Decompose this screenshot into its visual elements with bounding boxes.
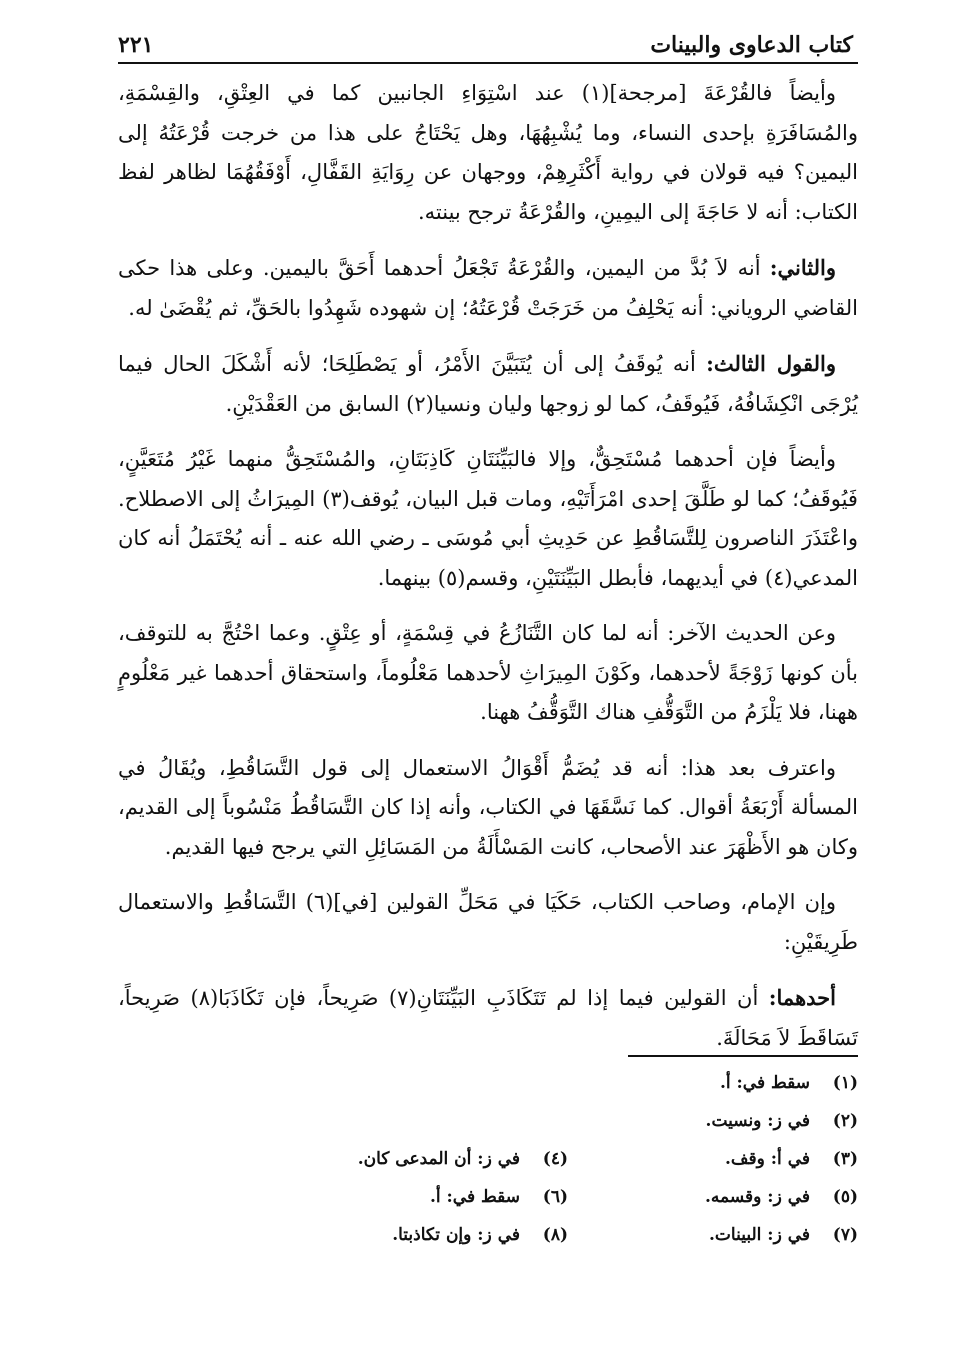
paragraph	[118, 614, 858, 733]
footnote-text: في أ: وقف.	[725, 1149, 810, 1169]
footnote-text: سقط في: أ.	[429, 1187, 520, 1207]
paragraph-text: وعن الحديث الآخر: أنه لما كان التَّنَازُعُ في قِسْمَةٍ، أو عِتْقٍ. وعما احْتُجَّ به للتوقف، بأن كونها زَوْجَةً لأحدهما، وكَوْنَ المِيرَاثِ لأحدهما مَعْلُوماً، واستحقاق أحدهما غير مَعْلُومٍ ههنا، فلا يَلْزَمُ من التَّوَقُّفِ هناك التَّوَقُّفُ ههنا.	[118, 621, 858, 724]
footnote	[568, 1140, 858, 1178]
footnote-number: (٨)	[542, 1225, 568, 1245]
footnote-number: (١)	[832, 1073, 858, 1093]
paragraph	[118, 883, 858, 962]
footnote-rule	[628, 1055, 858, 1057]
footnote	[568, 1102, 858, 1140]
footnote-number: (٢)	[832, 1111, 858, 1131]
paragraph-lead: والقول الثالث:	[706, 351, 836, 376]
paragraph	[118, 749, 858, 868]
page-header	[118, 18, 853, 58]
paragraph-text: وإن الإمام، وصاحب الكتاب، حَكَيَا في مَحَلِّ القولين [في](٦) التَّسَاقُطِ والاستعمال طَرِيقَيْنِ:	[118, 890, 858, 954]
paragraph-text: أنه يُوقَفُ إلى أن يُتَبَيَّنَ الأَمْرُ، أو يَصْطَلِحَا؛ لأنه أَشْكَلَ الحال فيما يُرْجَى انْكِشَافُهُ، فَيُوقَفُ، كما لو زوجها وليان ونسيا(٢) السابق من العَقْدَيْنِ.	[118, 352, 858, 416]
main-text	[118, 74, 858, 1074]
footnote	[568, 1064, 858, 1102]
footnote-number: (٦)	[542, 1187, 568, 1207]
footnote-text: سقط في: أ.	[719, 1073, 810, 1093]
running-title: كتاب الدعاوى والبينات	[650, 32, 853, 58]
footnote-row	[240, 1102, 858, 1140]
paragraph	[118, 440, 858, 598]
paragraph	[118, 344, 858, 424]
paragraph-lead: والثاني:	[769, 255, 836, 280]
header-rule	[118, 62, 858, 64]
footnote-text: في ز: وإن تكاذبتا.	[392, 1225, 520, 1245]
paragraph	[118, 248, 858, 328]
paragraph-lead: أحدهما:	[768, 985, 836, 1010]
footnote-row	[240, 1216, 858, 1254]
footnote	[278, 1140, 568, 1178]
paragraph-text: أن القولين فيما إذا لم تَتَكَاذَبِ البَيِّنَتَانِ(٧) صَرِيحاً، فإن تَكَاذَبَا(٨) صَرِيحاً، تَسَاقَطَ لاَ مَحَالَةَ.	[118, 986, 858, 1050]
footnote	[568, 1216, 858, 1254]
footnote-row	[240, 1178, 858, 1216]
paragraph-text: وأيضاً فإن أحدهما مُسْتَحِقٌّ، وإلا فالبَيِّنَتَانِ كَاذِبَتَانِ، والمُسْتَحِقُّ منهما غَيْرُ مُتَعَيَّنٍ، فَيُوقَفُ؛ كما لو طَلَّقَ إحدى امْرَأَتَيْهِ، ومات قبل البيان، يُوقف(٣) المِيرَاثُ إلى الاصطلاح. واعْتَذَرَ الناصرون لِلتَّسَاقُطِ عن حَدِيثِ أبي مُوسَى ـ رضي الله عنه ـ أنه يُحْتَمَلُ أنه كان المدعي(٤) في أيديهما، فأبطل البَيِّنَتَيْنِ، وقسم(٥) بينهما.	[118, 447, 858, 590]
footnote-row	[240, 1140, 858, 1178]
paragraph	[118, 978, 858, 1058]
footnote-text: في ز: أن المدعى كان.	[357, 1149, 520, 1169]
footnote-row	[240, 1064, 858, 1102]
footnote	[278, 1216, 568, 1254]
page-number: ٢٢١	[118, 32, 154, 58]
paragraph-text: واعترف بعد هذا: أنه قد يُضَمُّ أَقْوَالُ الاستعمال إلى قول التَّسَاقُطِ، ويُقَالُ في المسألة أَرْبَعَةُ أقوال. كما نَسَّقَهَا في الكتاب، وأنه إذا كان التَّسَاقُطُ مَنْسُوباً إلى القديم، وكان هو الأَظْهَرَ عند الأصحاب، كانت المَسْأَلَةُ من المَسَائِلِ التي يرجح فيها القديم.	[118, 755, 858, 859]
footnote	[568, 1178, 858, 1216]
footnote-number: (٣)	[832, 1149, 858, 1169]
footnotes	[240, 1064, 858, 1254]
footnote-text: في ز: ونسيت.	[705, 1111, 810, 1131]
footnote-number: (٥)	[832, 1187, 858, 1207]
footnote-text: في ز: وقسمه.	[705, 1187, 810, 1207]
footnote	[278, 1178, 568, 1216]
paragraph	[118, 74, 858, 232]
footnote-text: في ز: البينات.	[708, 1225, 810, 1245]
footnote-number: (٤)	[542, 1149, 568, 1169]
paragraph-text: وأيضاً فالقُرْعَةَ [مرجحة](١) عند اسْتِوَاءِ الجانبين كما في العِتْقِ، والقِسْمَةِ، والمُسَافَرَةِ بإحدى النساء، وما يُشْبِهُهَا، وهل يَحْتَاجُ على هذا من خرجت قُرْعَتُهُ إلى اليمين؟ فيه قولان في رواية أَكْثَرِهِمْ، ووجهان عن رِوَايَةِ القَفَّالِ، أَوْفَقُهُمَا لظاهر لفظ الكتاب: أنه لا حَاجَةَ إلى اليمِينِ، والقُرْعَةُ ترجح بينته.	[118, 81, 858, 224]
footnote-number: (٧)	[832, 1225, 858, 1245]
paragraph-text: أنه لاَ بُدَّ من اليمين، والقُرْعَةُ تَجْعَلُ أحدهما أَحَقَّ باليمين. وعلى هذا حكى القاضي الروياني: أنه يَحْلِفُ من خَرَجَتْ قُرْعَتُهُ؛ إن شهوده شَهِدُوا بالحَقِّ، ثم يُقْضَىٰ له.	[118, 256, 858, 320]
